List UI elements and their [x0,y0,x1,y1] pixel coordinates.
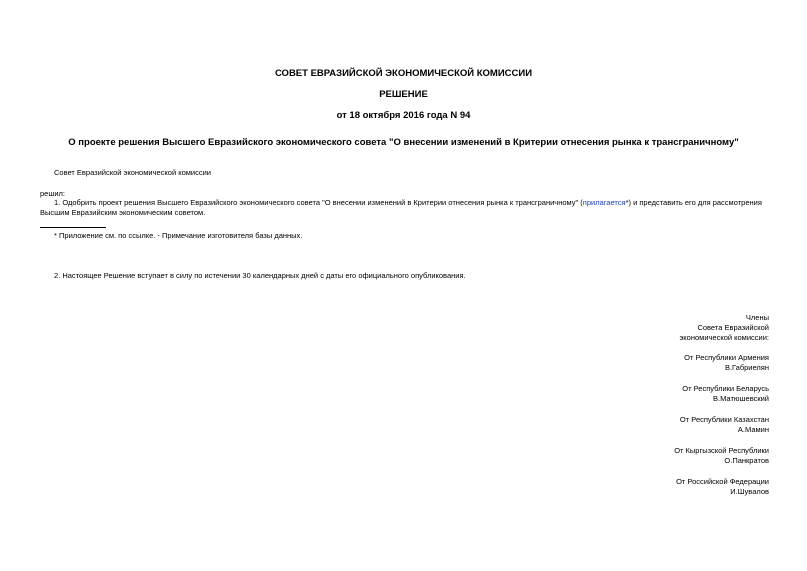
members-heading-line: Члены [745,313,769,322]
organization-title: СОВЕТ ЕВРАЗИЙСКОЙ ЭКОНОМИЧЕСКОЙ КОМИССИИ [274,68,533,79]
decision-subject: О проекте решения Высшего Евразийского экономического совета "О внесении изменений в Критерии отнесения рынка к трансграничному" [68,137,739,148]
signature-country: От Республики Казахстан [679,415,769,424]
decision-heading: РЕШЕНИЕ [379,89,428,100]
decision-date: от 18 октября 2016 года N 94 [336,110,471,121]
signature-name: В.Габриелян [724,363,769,372]
signature-kazakhstan [680,415,769,435]
issuer-line: Совет Евразийской экономической комиссии [54,168,211,177]
item-1-text-after: *) и представить его для рассмотрения Высшим Евразийским экономическим советом. [40,198,762,217]
members-heading-line: Совета Евразийской [697,323,769,332]
signature-russia [676,477,769,497]
members-heading [679,313,769,343]
signature-country: От Кыргызской Республики [674,446,769,455]
paragraph-item-2: 2. Настоящее Решение вступает в силу по истечении 30 календарных дней с даты его официального опубликования. [54,271,466,280]
item-1-text-before: 1. Одобрить проект решения Высшего Евразийского экономического совета "О внесении изменений в Критерии отнесения рынка к трансграничному" ( [54,198,583,207]
attachment-link[interactable]: прилагается [582,198,626,207]
signature-belarus [682,384,769,404]
signature-name: А.Мамин [737,425,769,434]
signature-name: В.Матюшевский [713,394,769,403]
signature-country: От Республики Беларусь [682,384,769,393]
signature-kyrgyzstan [674,446,769,466]
paragraph-item-1 [40,198,770,218]
signature-country: От Российской Федерации [676,477,769,486]
decided-line: решил: [40,189,66,198]
signature-name: О.Панкратов [724,456,769,465]
signature-armenia [684,353,769,373]
footnote-divider [40,227,106,228]
members-heading-line: экономической комиссии: [679,333,769,342]
signature-country: От Республики Армения [684,353,769,362]
footnote: * Приложение см. по ссылке. - Примечание изготовителя базы данных. [54,231,303,240]
signature-name: И.Шувалов [730,487,769,496]
